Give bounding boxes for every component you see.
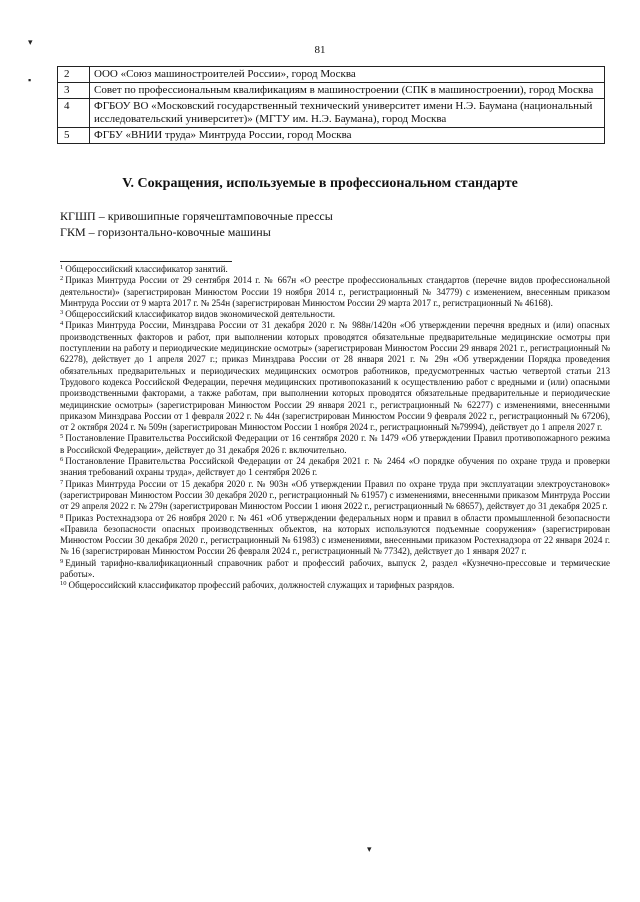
scan-mark: ▪ xyxy=(28,75,32,85)
footnote xyxy=(60,558,610,581)
organization-name: ФГБОУ ВО «Московский государственный технический университет имени Н.Э. Баумана (национальный исследовательский университет)» (МГТУ им. Н.Э. Баумана), город Москва xyxy=(90,99,605,128)
footnote-number: 5 xyxy=(60,433,64,441)
developer-organizations-table xyxy=(57,66,605,144)
footnote-text: Приказ Минтруда России от 29 сентября 2014 г. № 667н «О реестре профессиональных стандартов (перечне видов профессиональной деятельности)» (зарегистрирован Минюстом России 19 ноября 2014 г., регистрационный № 34779) с изменением, внесенным приказом Минтруда России от 9 марта 2017 г. № 254н (зарегистрирован Минюстом России 29 марта 2017 г., регистрационный № 46168). xyxy=(60,275,610,308)
footnote-text: Постановление Правительства Российской Федерации от 24 декабря 2021 г. № 2464 «О порядке обучения по охране труда и проверки знания требований охраны труда», действует до 1 сентября 2026 г. xyxy=(60,456,610,478)
footnote-number: 9 xyxy=(60,557,64,565)
footnote xyxy=(60,513,610,558)
footnote xyxy=(60,456,610,479)
table-row xyxy=(58,128,605,144)
organization-name: ФГБУ «ВНИИ труда» Минтруда России, город Москва xyxy=(90,128,605,144)
footnote-number: 10 xyxy=(60,580,67,588)
footnote-text: Приказ Ростехнадзора от 26 ноября 2020 г. № 461 «Об утверждении федеральных норм и правил в области промышленной безопасности «Правила безопасности опасных производственных объектов, на которых используются подъемные сооружения» (зарегистрирован Минюстом России 30 декабря 2020 г., регистрационный № 61983) с изменениями, внесенными приказом Ростехнадзора от 22 января 2024 г. № 16 (зарегистрирован Минюстом России 26 февраля 2024 г., регистрационный № 77342), действует до 1 января 2027 г. xyxy=(60,512,610,557)
footnote xyxy=(60,479,610,513)
table-row xyxy=(58,83,605,99)
table-row xyxy=(58,99,605,128)
row-number: 3 xyxy=(58,83,90,99)
footnote xyxy=(60,275,610,309)
footnote-divider xyxy=(60,261,232,262)
scan-mark: ▾ xyxy=(28,37,33,47)
abbreviation-item: КГШП – кривошипные горячештамповочные прессы xyxy=(60,209,333,223)
footnote-number: 4 xyxy=(60,320,64,328)
footnote xyxy=(60,309,610,320)
footnote-text: Приказ Минтруда России от 15 декабря 2020 г. № 903н «Об утверждении Правил по охране труда при эксплуатации электроустановок» (зарегистрирован Минюстом России 30 декабря 2020 г., регистрационный № 61957) с изменениями, внесенными приказом Минтруда России от 29 апреля 2022 г. № 279н (зарегистрирован Минюстом России 1 июня 2022 г., регистрационный № 68657), действует до 31 декабря 2025 г. xyxy=(60,478,610,512)
footnote xyxy=(60,433,610,456)
footnote xyxy=(60,320,610,433)
footnote xyxy=(60,580,610,591)
table-row xyxy=(58,67,605,83)
organization-name: ООО «Союз машиностроителей России», город Москва xyxy=(90,67,605,83)
footnote-text: Общероссийский классификатор видов экономической деятельности. xyxy=(65,309,336,320)
footnote xyxy=(60,264,610,275)
abbreviation-item: ГКМ – горизонтально-ковочные машины xyxy=(60,225,271,239)
scan-mark: ▾ xyxy=(367,844,372,854)
row-number: 2 xyxy=(58,67,90,83)
page-number: 81 xyxy=(314,44,326,56)
footnote-number: 6 xyxy=(60,456,64,464)
footnote-number: 3 xyxy=(60,309,64,317)
row-number: 4 xyxy=(58,99,90,128)
footnote-number: 2 xyxy=(60,275,64,283)
section-title: V. Сокращения, используемые в профессиональном стандарте xyxy=(122,176,518,191)
footnote-text: Постановление Правительства Российской Федерации от 16 сентября 2020 г. № 1479 «Об утверждении Правил противопожарного режима в Российской Федерации», действует до 31 декабря 2026 г. включительно. xyxy=(60,433,610,455)
organization-name: Совет по профессиональным квалификациям в машиностроении (СПК в машиностроении), город Москва xyxy=(90,83,605,99)
footnotes xyxy=(60,264,610,592)
footnote-number: 1 xyxy=(60,264,64,271)
footnote-text: Единый тарифно-квалификационный справочник работ и профессий рабочих, выпуск 2, раздел «Кузнечно-прессовые и термические работы». xyxy=(60,557,610,580)
footnote-text: Общероссийский классификатор занятий. xyxy=(65,264,228,274)
footnote-number: 8 xyxy=(60,512,64,520)
footnote-number: 7 xyxy=(60,478,64,486)
footnote-text: Приказ Минтруда России, Минздрава России от 31 декабря 2020 г. № 988н/1420н «Об утверждении перечня вредных и (или) опасных производственных факторов и работ, при выполнении которых проводятся обязательные предварительные медицинские осмотры при поступлении на работу и периодические медицинские осмотры» (зарегистрирован Минюстом России 29 января 2021 г., регистрационный № 62278), действует до 1 апреля 2027 г.; приказ Минздрава России от 28 января 2021 г. № 29н «Об утверждении Порядка проведения обязательных предварительных и периодических медицинских осмотров работников, предусмотренных частью четвертой статьи 213 Трудового кодекса Российской Федерации, перечня медицинских противопоказаний к осуществлению работ с вредными и (или) опасными производственными факторами, а также работам, при выполнении которых проводятся обязательные предварительные и периодические медицинские осмотры» (зарегистрирован Минюстом России 29 января 2021 г., регистрационный № 62277) с изменениями, внесенными приказом Минздрава России от 1 февраля 2022 г. № 44н (зарегистрирован Минюстом России 9 февраля 2022 г., регистрационный № 67206), от 2 октября 2024 г. № 509н (зарегистрирован Минюстом России 1 ноября 2024 г., регистрационный №79994), действует до 1 апреля 2027 г. xyxy=(60,320,610,433)
footnote-text: Общероссийский классификатор профессий рабочих, должностей служащих и тарифных разрядов. xyxy=(68,580,455,591)
row-number: 5 xyxy=(58,128,90,144)
